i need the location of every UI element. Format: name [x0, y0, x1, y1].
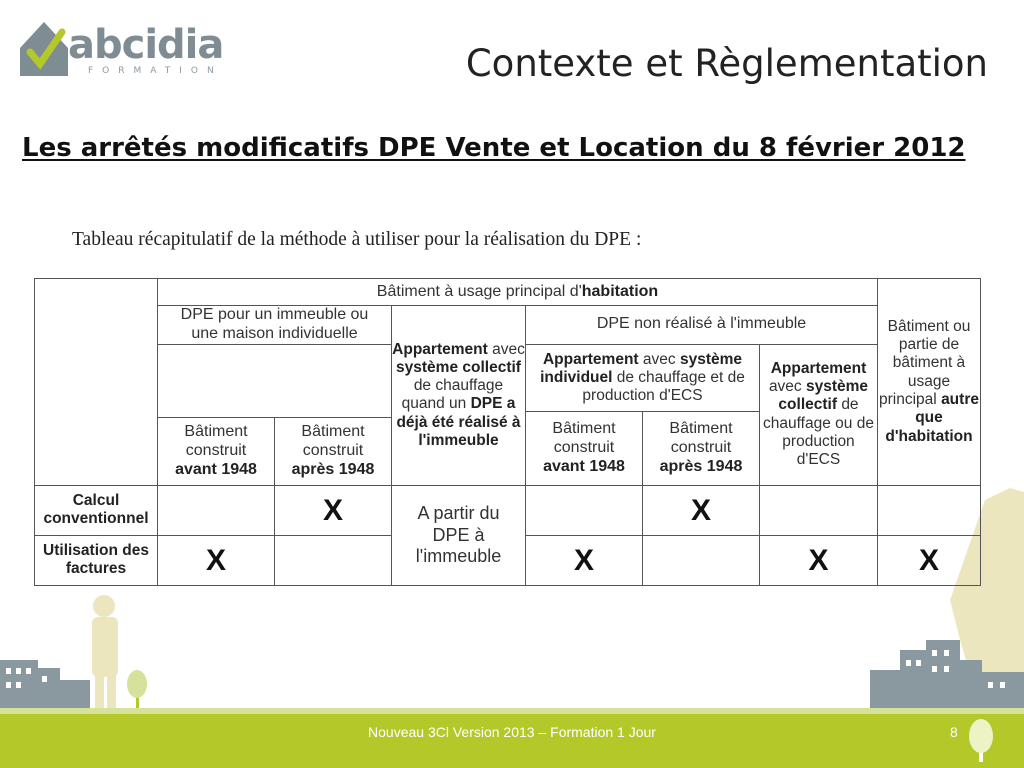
buildings-left — [0, 660, 90, 708]
header-appt-collectif: Appartement avec système collectif de chauffage quand un DPE a déjà été réalisé à l'immeuble — [392, 306, 526, 486]
logo-tagline: FORMATION — [88, 66, 223, 76]
cell-factures-autre: X — [878, 535, 981, 585]
row-calcul-conventionnel: Calcul conventionnel — [35, 485, 158, 535]
header-dpe-non-realise: DPE non réalisé à l'immeuble — [526, 306, 878, 345]
header-dpe-immeuble: DPE pour un immeuble ou une maison individuelle — [158, 306, 392, 345]
cell-factures-apres — [275, 535, 392, 585]
slide-subtitle: Les arrêtés modificatifs DPE Vente et Location du 8 février 2012 — [22, 133, 966, 163]
header-habitation: Bâtiment à usage principal d'habitation — [158, 279, 878, 306]
cell-factures-indiv-apres — [643, 535, 760, 585]
footer-bar — [0, 714, 1024, 768]
cell-a-partir-du-dpe: A partir du DPE à l'immeuble — [392, 485, 526, 585]
cell-calcul-autre — [878, 485, 981, 535]
col-avant-1948-2: Bâtiment construit avant 1948 — [526, 412, 643, 485]
slide-title: Contexte et Règlementation — [465, 42, 988, 85]
col-avant-1948: Bâtiment construit avant 1948 — [158, 418, 275, 485]
cell-calcul-apres: X — [275, 485, 392, 535]
dpe-method-table — [34, 278, 981, 586]
row-utilisation-factures: Utilisation des factures — [35, 535, 158, 585]
col-apres-1948: Bâtiment construit après 1948 — [291, 423, 375, 478]
header-appt-collectif-ecs: Appartement avec système collectif de chauffage ou de production d'ECS — [760, 344, 878, 485]
cell-calcul-collectif — [760, 485, 878, 535]
footer-text: Nouveau 3Cl Version 2013 – Formation 1 Jour — [368, 724, 656, 740]
table-caption: Tableau récapitulatif de la méthode à utiliser pour la réalisation du DPE : — [72, 229, 642, 250]
person-silhouette-left — [92, 595, 118, 708]
col-apres-1948-2: Bâtiment construit après 1948 — [659, 420, 743, 475]
cell-calcul-indiv-avant — [526, 485, 643, 535]
header-appt-individuel: Appartement avec système individuel de chauffage et de production d'ECS — [526, 345, 759, 412]
sub-columns-immeuble — [158, 344, 392, 485]
tree-icon — [966, 718, 996, 762]
empty-corner — [35, 279, 158, 486]
logo-brand: abcidia — [68, 22, 224, 68]
sub-columns-individuel — [526, 344, 760, 485]
cell-factures-collectif: X — [760, 535, 878, 585]
cell-calcul-avant — [158, 485, 275, 535]
tree-left — [127, 670, 147, 708]
page-number: 8 — [950, 724, 958, 740]
cell-factures-avant: X — [158, 535, 275, 585]
cell-factures-indiv-avant: X — [526, 535, 643, 585]
logo — [18, 18, 250, 80]
cell-calcul-indiv-apres: X — [643, 485, 760, 535]
house-check-icon — [18, 18, 70, 80]
header-autre-usage: Bâtiment ou partie de bâtiment à usage principal autre que d'habitation — [878, 279, 981, 486]
